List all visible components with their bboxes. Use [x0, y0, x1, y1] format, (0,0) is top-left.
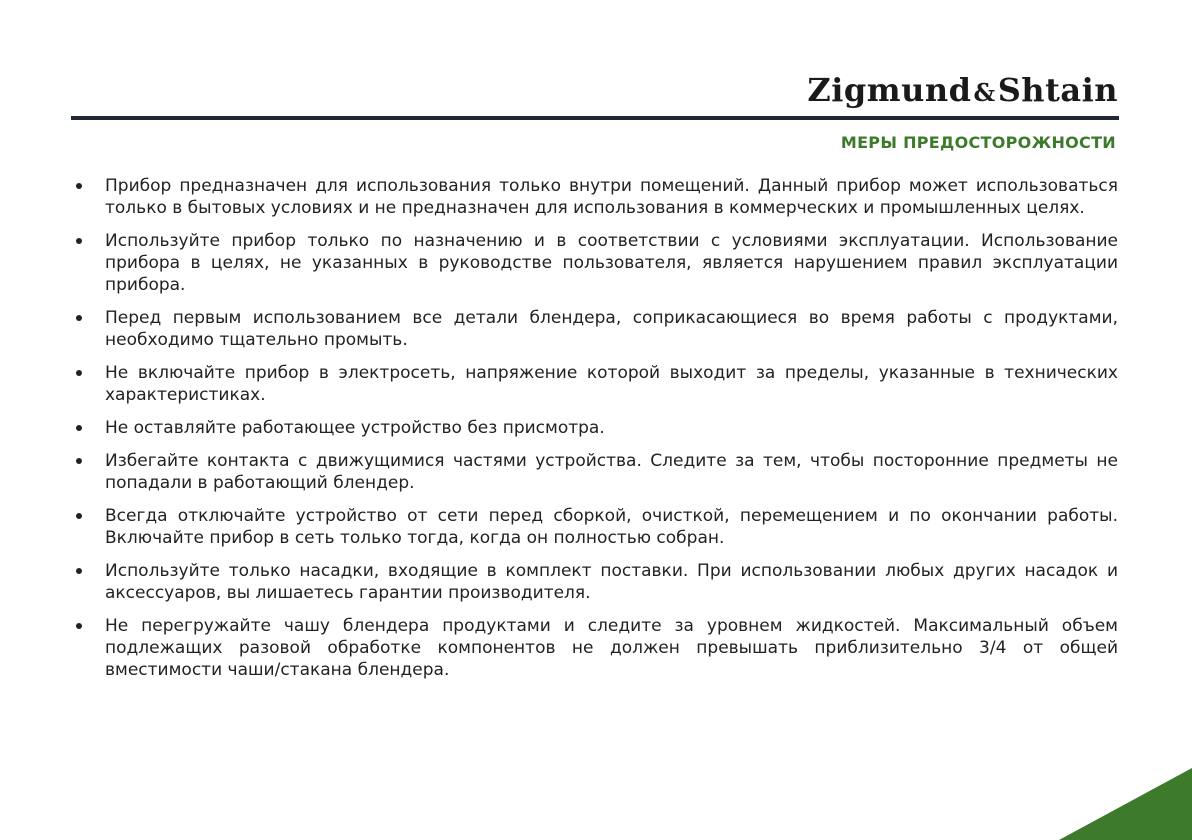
list-item: Не перегружайте чашу блендера продуктами и следите за уровнем жидкостей. Максимальный объем подлежащих разовой обработке компонентов не должен превышать приблизительно 3/4 от общей вместимости чаши/стакана блендера.	[76, 615, 1118, 681]
list-item: Используйте только насадки, входящие в комплект поставки. При использовании любых других насадок и аксессуаров, вы лишаетесь гарантии производителя.	[76, 560, 1118, 604]
brand-name-left: Zigmund	[807, 71, 972, 109]
list-item: Прибор предназначен для использования только внутри помещений. Данный прибор может использоваться только в бытовых условиях и не предназначен для использования в коммерческих и промышленных целях.	[76, 175, 1118, 219]
list-item: Не оставляйте работающее устройство без присмотра.	[76, 417, 1118, 439]
list-item: Перед первым использованием все детали блендера, соприкасающиеся во время работы с продуктами, необходимо тщательно промыть.	[76, 307, 1118, 351]
list-item: Всегда отключайте устройство от сети перед сборкой, очисткой, перемещением и по окончании работы. Включайте прибор в сеть только тогда, когда он полностью собран.	[76, 505, 1118, 549]
brand-ampersand: &	[973, 78, 996, 107]
list-item: Используйте прибор только по назначению и в соответствии с условиями эксплуатации. Использование прибора в целях, не указанных в руководстве пользователя, является нарушением правил эксплуатации прибора.	[76, 230, 1118, 296]
list-item: Избегайте контакта с движущимися частями устройства. Следите за тем, чтобы посторонние предметы не попадали в работающий блендер.	[76, 450, 1118, 494]
brand-name-right: Shtain	[997, 71, 1118, 109]
corner-triangle-decoration	[1059, 768, 1192, 840]
section-title: МЕРЫ ПРЕДОСТОРОЖНОСТИ	[840, 133, 1116, 152]
brand-logo	[807, 70, 1118, 113]
header-divider	[71, 116, 1119, 120]
list-item: Не включайте прибор в электросеть, напряжение которой выходит за пределы, указанные в технических характеристиках.	[76, 362, 1118, 406]
precautions-list	[76, 175, 1118, 692]
